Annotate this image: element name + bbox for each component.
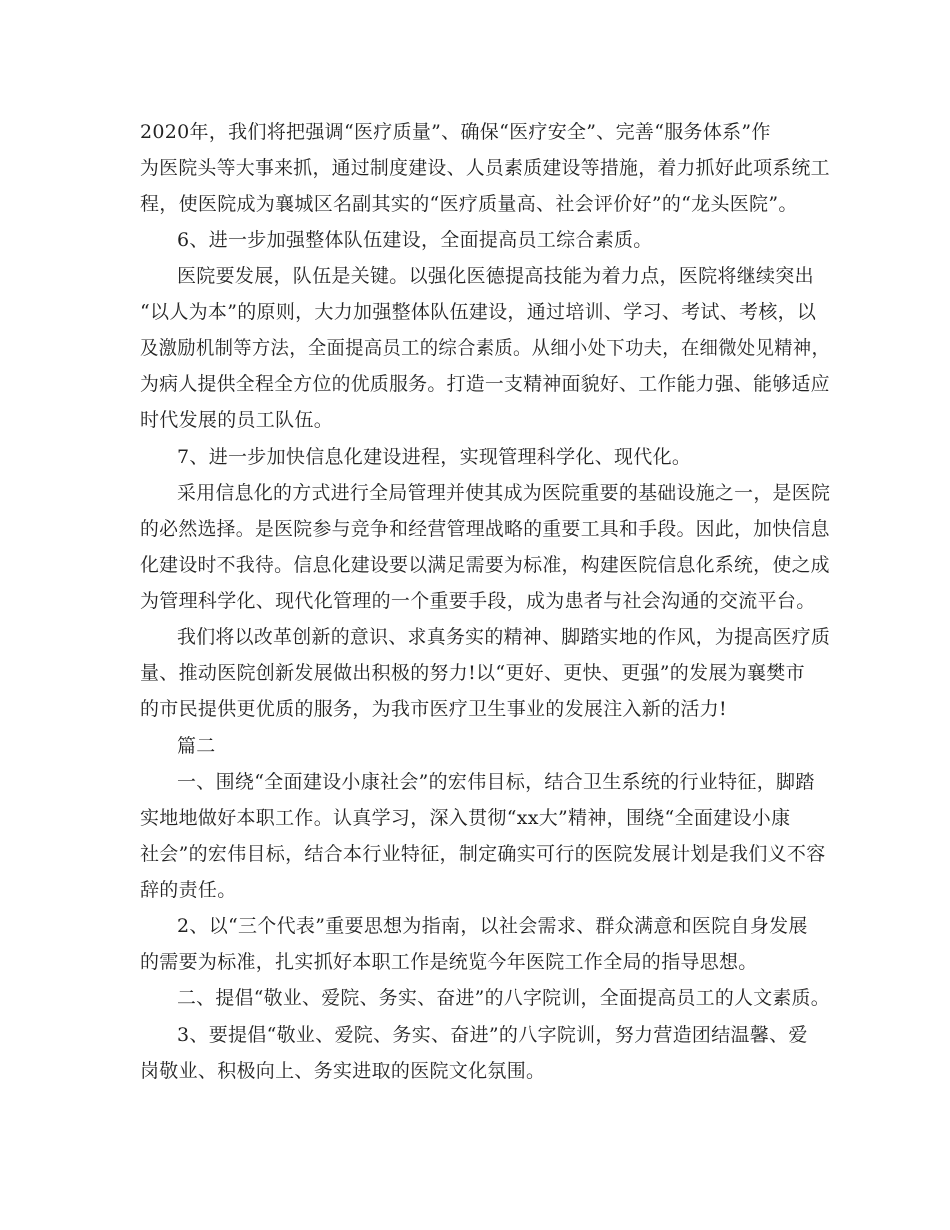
text-line: 程，使医院成为襄城区名副其实的“医疗质量高、社会评价好”的“龙头医院”。: [140, 193, 798, 215]
section-heading: 一、围绕“全面建设小康社会”的宏伟目标，结合卫生系统的行业特征，脚踏: [177, 771, 815, 793]
text-line: “以人为本”的原则，大力加强整体队伍建设，通过培训、学习、考试、考核，以: [140, 301, 817, 323]
text-line: 化建设时不我待。信息化建设要以满足需要为标准，构建医院信息化系统，使之成: [140, 554, 830, 576]
text-line: 实地地做好本职工作。认真学习，深入贯彻“xx大”精神，围绕“全面建设小康: [140, 807, 791, 829]
text-line: 的需要为标准，扎实抓好本职工作是统览今年医院工作全局的指导思想。: [140, 951, 758, 973]
text-line: 量、推动医院创新发展做出积极的努力!以“更好、更快、更强”的发展为襄樊市: [140, 662, 805, 684]
text-line: 2、以“三个代表”重要思想为指南，以社会需求、群众满意和医院自身发展: [177, 915, 808, 937]
text-line: 医院要发展，队伍是关键。以强化医德提高技能为着力点，医院将继续突出: [177, 265, 814, 287]
text-line: 我们将以改革创新的意识、求真务实的精神、脚踏实地的作风，为提高医疗质: [177, 626, 831, 648]
text-line: 2020年，我们将把强调“医疗质量”、确保“医疗安全”、完善“服务体系”作: [140, 121, 771, 143]
text-line: 时代发展的员工队伍。: [140, 409, 334, 431]
section-heading: 7、进一步加快信息化建设进程，实现管理科学化、现代化。: [177, 446, 692, 468]
section-heading: 二、提倡“敬业、爱院、务实、奋进”的八字院训，全面提高员工的人文素质。: [177, 987, 830, 1009]
text-line: 为病人提供全程全方位的优质服务。打造一支精神面貌好、工作能力强、能够适应: [140, 373, 830, 395]
section-heading: 6、进一步加强整体队伍建设，全面提高员工综合素质。: [177, 229, 653, 251]
text-line: 为医院头等大事来抓，通过制度建设、人员素质建设等措施，着力抓好此项系统工: [140, 157, 830, 179]
text-line: 为管理科学化、现代化管理的一个重要手段，成为患者与社会沟通的交流平台。: [140, 590, 816, 612]
text-line: 社会”的宏伟目标，结合本行业特征，制定确实可行的医院发展计划是我们义不容: [140, 843, 826, 865]
text-line: 采用信息化的方式进行全局管理并使其成为医院重要的基础设施之一，是医院: [177, 482, 831, 504]
text-line: 的必然选择。是医院参与竞争和经营管理战略的重要工具和手段。因此，加快信息: [140, 518, 830, 540]
section-title: 篇二: [177, 735, 216, 757]
text-line: 岗敬业、积极向上、务实进取的医院文化氛围。: [140, 1060, 546, 1082]
text-line: 及激励机制等方法，全面提高员工的综合素质。从细小处下功夫，在细微处见精神，: [140, 337, 831, 359]
text-line: 的市民提供更优质的服务，为我市医疗卫生事业的发展注入新的活力!: [140, 698, 727, 720]
text-line: 3、要提倡“敬业、爱院、务实、奋进”的八字院训，努力营造团结温馨、爱: [177, 1024, 808, 1046]
text-line: 辞的责任。: [140, 879, 237, 901]
